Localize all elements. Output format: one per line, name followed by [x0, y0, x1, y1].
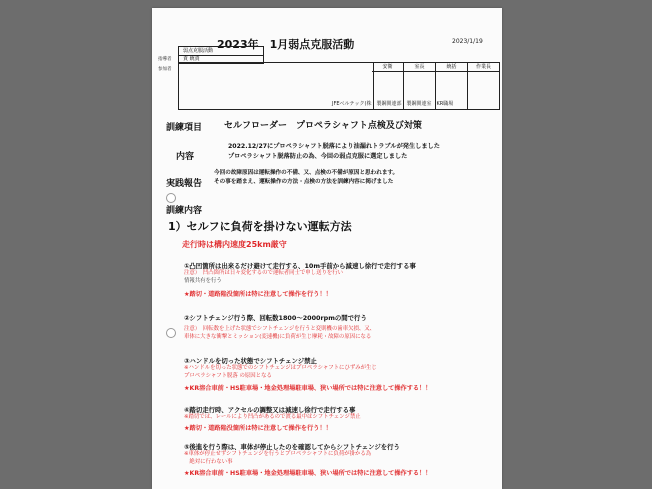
department-line: JFEベルテック(株 製鋼関連部 製鋼関連室 KR職場 [332, 101, 454, 107]
item-heading: ⑤後進を行う際は、車体が停止したのを確認してからシフトチェンジを行う [184, 443, 400, 451]
item-note: ※踏切では、レールにより凹凸があるので渡る最中はシフトチェンジ禁止 [184, 414, 361, 420]
item-warning: ★KR溶合車前・HS駐車場・地金処理場駐車場、狭い場所では特に注意して操作する！！ [184, 385, 432, 392]
report-line: 今回の故障原因は運転操作の不備、又、点検の不備が原因と思われます。 [214, 170, 399, 176]
document-title: 2023年 1月弱点克服活動 [217, 38, 355, 51]
training-details-label: 訓練内容 [166, 206, 203, 216]
speed-rule: 走行時は構内速度25km厳守 [182, 240, 287, 249]
item-note: ※車体が停止せずシフトチェンジを行うとプロペラシャフトに負荷が掛かる為 [184, 451, 372, 457]
content-label: 内容 [176, 152, 195, 162]
item-note: ※ハンドルを切った状態でのシフトチェンジはプロペラシャフトにひずみが生じ [184, 365, 377, 371]
approval-header-manager: 室長 [404, 63, 436, 72]
item-warning: ★踏切・道路陥没箇所は特に注意して操作を行う！！ [184, 425, 332, 432]
item-note: 絶対に行わない事 [184, 459, 233, 465]
punch-hole [166, 193, 176, 203]
document-page [152, 8, 502, 489]
item-note: 車体に大きな衝撃とミッション(変速機)に負荷が生じ摩耗・故障の原因になる [184, 334, 372, 340]
item-warning: ★KR溶合車前・HS駐車場・地金処理場駐車場、狭い場所では特に注意して操作する！！ [184, 470, 432, 477]
item-heading: ④踏切走行時、アクセルの調整又は減速し徐行で走行する事 [184, 406, 356, 414]
content-line: 2022.12/27にプロペラシャフト脱落により油漏れトラブルが発生しました [228, 143, 440, 150]
item-heading: ③ハンドルを切った状態でシフトチェンジ禁止 [184, 357, 317, 365]
form-activity-label: 弱点克服活動 [183, 48, 214, 54]
item-heading: ①凸凹箇所は出来るだけ避けて走行する、10m手前から減速し徐行で走行する事 [184, 262, 416, 270]
side-label-instructor: 指導者 [158, 57, 172, 62]
approval-header-safety: 安衛 [372, 63, 404, 72]
section-heading: 1）セルフに負荷を掛けない運転方法 [168, 220, 352, 233]
punch-hole [166, 328, 176, 338]
item-note: プロペラシャフト脱落 の原因となる [184, 373, 272, 379]
item-heading: ②シフトチェンジ行う際、回転数1800～2000rpmの間で行う [184, 314, 367, 322]
approval-header-supervisor: 統括 [436, 63, 468, 72]
document-date: 2023/1/19 [452, 38, 483, 45]
item-note: 情報共有を行う [184, 278, 222, 284]
item-note: 注意） 回転数を上げた状態でシフトチェンジを行うと変則機の歯車欠損、又、 [184, 326, 376, 332]
item-note: 注意） 凹凸箇所は日々変化するので運転者同士で申し送りを行い [184, 270, 344, 276]
item-warning: ★踏切・道路陥没箇所は特に注意して操作を行う！！ [184, 291, 332, 298]
training-topic: セルフローダー プロペラシャフト点検及び対策 [224, 121, 422, 131]
content-line: プロペラシャフト脱落防止の為、今回の弱点克服に選定しました [228, 153, 408, 160]
report-line: その事を踏まえ、運転操作の方法・点検の方法を訓練内容に掲げました [214, 179, 394, 185]
form-role-label: 責 統責 [183, 56, 200, 62]
approval-header-foreman: 作業長 [468, 63, 499, 72]
report-label: 実践報告 [166, 179, 203, 189]
training-item-label: 訓練項目 [166, 123, 203, 133]
side-label-participants: 参加者 [158, 67, 172, 72]
